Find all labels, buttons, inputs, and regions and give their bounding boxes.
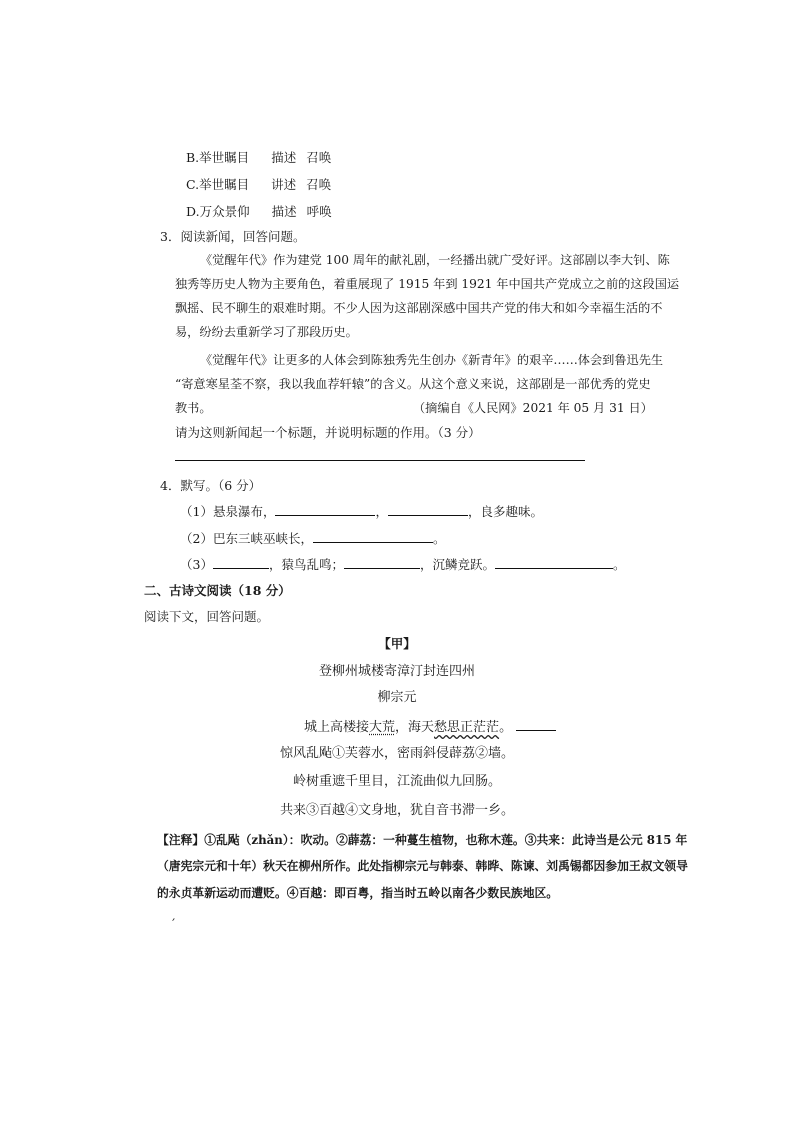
blank[interactable] [213, 556, 269, 569]
news-para1-line: 飘摇、民不聊生的艰难时期。不少人因为这部剧深感中国共产党的伟大和如今幸福生活的不 [175, 301, 663, 315]
notes-line: 的永贞革新运动而遭贬。④百越：即百粤，指当时五岭以南各少数民族地区。 [157, 886, 559, 900]
poem-line-2: 惊风乱飐①芙蓉水，密雨斜侵薜荔②墙。 [279, 746, 515, 761]
question-3-prompt: 请为这则新闻起一个标题，并说明标题的作用。（3 分） [175, 425, 481, 440]
dictation-item-2: （2）巴东三峡巫峡长， 。 [180, 531, 446, 546]
blank[interactable] [388, 503, 468, 516]
section-2-heading: 二、古诗文阅读（18 分） [144, 583, 291, 598]
news-para1-line: 《觉醒年代》作为建党 100 周年的献礼剧，一经播出就广受好评。这部剧以李大钊、陈 [200, 253, 670, 267]
option-d: D.万众景仰 描述 呼唤 [186, 204, 332, 219]
poem-line-4: 共来③百越④文身地，犹自音书滞一乡。 [279, 803, 515, 818]
poem-line-1: 城上高楼接大荒，海天愁思正茫茫。 [304, 718, 556, 736]
blank[interactable] [495, 556, 613, 569]
question-3-heading: 3．阅读新闻，回答问题。 [160, 229, 306, 244]
answer-line[interactable] [175, 460, 585, 461]
option-c: C.举世瞩目 讲述 召唤 [186, 177, 332, 192]
poem-author: 柳宗元 [377, 690, 417, 705]
notes-line: 【注释】①乱飐（zhǎn）：吹动。②薜荔：一种蔓生植物，也称木莲。③共来：此诗当是公元 815 年 [157, 833, 688, 847]
blank[interactable] [516, 718, 556, 731]
news-para1-line: 独秀等历史人物为主要角色，着重展现了 1915 年到 1921 年中国共产党成立之前的这段国运 [175, 277, 680, 291]
news-para2-line: 《觉醒年代》让更多的人体会到陈独秀先生创办《新青年》的艰辛……体会到鲁迅先生 [200, 353, 664, 367]
stray-mark: ′ [172, 917, 176, 933]
section-2-instruction: 阅读下文，回答问题。 [144, 609, 270, 624]
news-para1-line: 易，纷纷去重新学习了那段历史。 [175, 325, 358, 339]
poem-title: 登柳州城楼寄漳汀封连四州 [318, 664, 475, 679]
news-source: （摘编自《人民网》2021 年 05 月 31 日） [413, 401, 653, 415]
option-b: B.举世瞩目 描述 召唤 [186, 150, 332, 165]
blank[interactable] [344, 556, 420, 569]
blank[interactable] [275, 503, 375, 516]
poem-line-3: 岭树重遮千里目，江流曲似九回肠。 [292, 774, 501, 789]
blank[interactable] [313, 530, 433, 543]
notes-line: （唐宪宗元和十年）秋天在柳州所作。此处指柳宗元与韩泰、韩晔、陈谏、刘禹锡都因参加王叔文领导 [157, 859, 688, 873]
news-para2-line: “寄意寒星荃不察，我以我血荐轩辕”的含义。从这个意义来说，这部剧是一部优秀的党史 [175, 377, 651, 391]
poem-label: 【甲】 [378, 636, 416, 651]
dictation-item-3: （3） ，猿鸟乱鸣； ，沉鳞竞跃。 。 [180, 557, 626, 572]
dictation-item-1: （1）悬泉瀑布， ， ，良多趣味。 [180, 504, 543, 519]
news-para2-last: 教书。 [175, 401, 212, 415]
question-4-heading: 4．默写。（6 分） [160, 478, 262, 493]
